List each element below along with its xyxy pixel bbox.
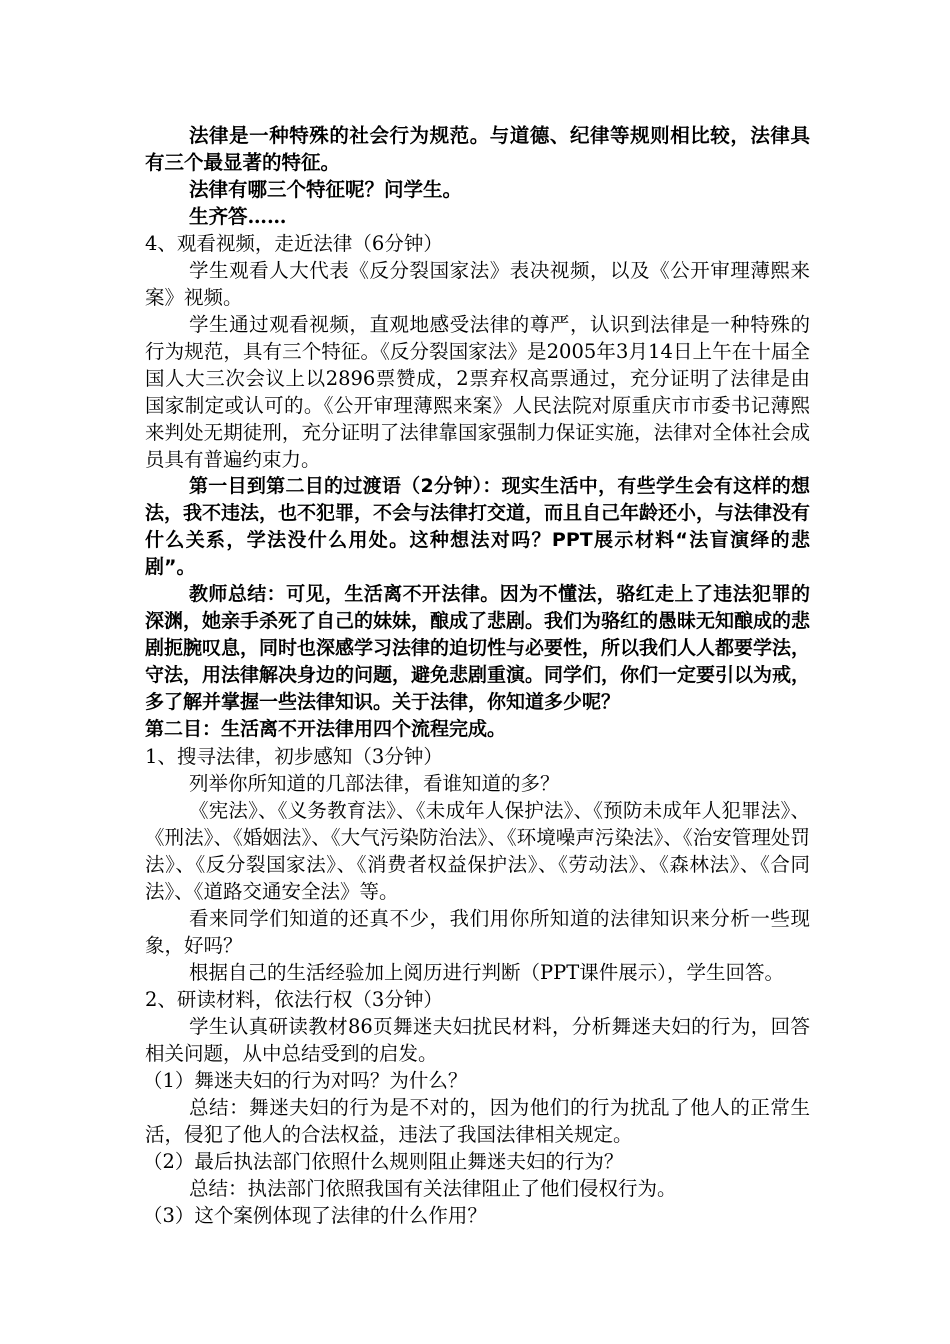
answer-1: 总结：舞迷夫妇的行为是不对的，因为他们的行为扰乱了他人的正常生活，侵犯了他人的合法权益，违法了我国法律相关规定。 [145,1096,810,1146]
section-heading-search-law: 1、搜寻法律，初步感知（3分钟） [145,745,443,768]
paragraph-law-list: 《宪法》、《义务教育法》、《未成年人保护法》、《预防未成年人犯罪法》、《刑法》、《婚姻法》、《大气污染防治法》、《环境噪声污染法》、《治安管理处罚法》、《反分裂国家法》、《消费者权益保护法》、《劳动法》、《森林法》、《合同法》、《道路交通安全法》等。 [145,799,810,903]
paragraph-watch-video: 学生观看人大代表《反分裂国家法》表决视频，以及《公开审理薄熙来案》视频。 [145,259,810,309]
section-heading-watch-video: 4、观看视频，走近法律（6分钟） [145,232,443,255]
paragraph-students-answer: 生齐答…… [189,205,287,228]
paragraph-video-analysis: 学生通过观看视频，直观地感受法律的尊严，认识到法律是一种特殊的行为规范，具有三个特征。《反分裂国家法》是2005年3月14日上午在十届全国人大三次会议上以2896票赞成，2票弃权高票通过，充分证明了法律是由国家制定或认可的。《公开审理薄熙来案》人民法院对原重庆市市委书记薄熙来判处无期徒刑，充分证明了法律靠国家强制力保证实施，法律对全体社会成员具有普遍约束力。 [145,313,810,471]
paragraph-question-features: 法律有哪三个特征呢？问学生。 [189,178,463,201]
section-heading-second-item: 第二目：生活离不开法律用四个流程完成。 [145,718,507,740]
paragraph-law-definition: 法律是一种特殊的社会行为规范。与道德、纪律等规则相比较，法律具有三个最显著的特征。 [145,124,810,174]
paragraph-judgement: 根据自己的生活经验加上阅历进行判断（PPT课件展示），学生回答。 [189,961,784,984]
section-heading-study-material: 2、研读材料，依法行权（3分钟） [145,988,443,1011]
document-body [145,122,810,1229]
paragraph-teacher-summary: 教师总结：可见，生活离不开法律。因为不懂法，骆红走上了违法犯罪的深渊，她亲手杀死了自己的妹妹，酿成了悲剧。我们为骆红的愚昧无知酿成的悲剧扼腕叹息，同时也深感学习法律的迫切性与必要性，所以我们人人都要学法，守法，用法律解决身边的问题，避免悲剧重演。同学们，你们一定要引以为戒，多了解并掌握一些法律知识。关于法律，你知道多少呢？ [145,583,811,713]
question-2: （2）最后执法部门依照什么规则阻止舞迷夫妇的行为？ [143,1150,624,1173]
paragraph-analyze-phenomena: 看来同学们知道的还真不少，我们用你所知道的法律知识来分析一些现象，好吗？ [145,907,810,957]
answer-2: 总结：执法部门依照我国有关法律阻止了他们侵权行为。 [189,1177,677,1200]
paragraph-list-laws-question: 列举你所知道的几部法律，看谁知道的多？ [189,772,560,795]
question-3: （3）这个案例体现了法律的什么作用？ [143,1204,487,1227]
paragraph-transition: 第一目到第二目的过渡语（2分钟）：现实生活中，有些学生会有这样的想法，我不违法，也不犯罪，不会与法律打交道，而且自己年龄还小，与法律没有什么关系，学法没什么用处。这种想法对吗？PPT展示材料“法盲演绎的悲剧”。 [145,475,811,578]
paragraph-study-material: 学生认真研读教材86页舞迷夫妇扰民材料，分析舞迷夫妇的行为，回答相关问题，从中总结受到的启发。 [145,1015,810,1065]
question-1: （1）舞迷夫妇的行为对吗？为什么？ [143,1069,468,1092]
